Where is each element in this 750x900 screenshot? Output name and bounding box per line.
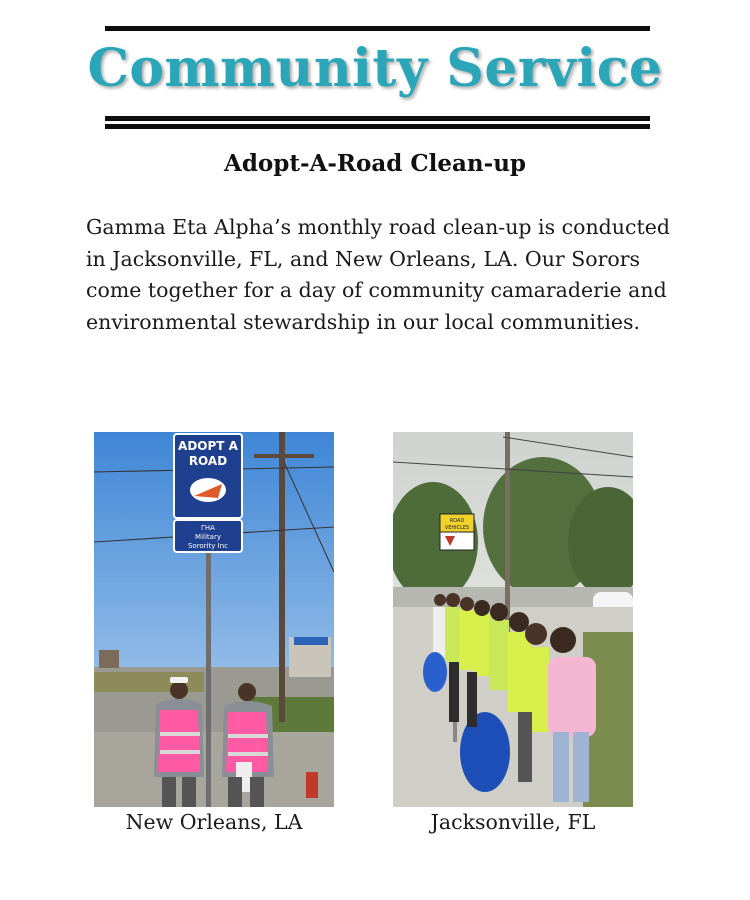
caption-jacksonville: Jacksonville, FL <box>430 810 596 834</box>
plate-line3: Sorority Inc <box>187 542 229 550</box>
page-title: Community Service <box>87 38 663 99</box>
section-subtitle: Adopt-A-Road Clean-up <box>223 150 526 177</box>
new-orleans-photo-graphic <box>94 432 334 807</box>
sign-line1: ADOPT A <box>178 439 238 453</box>
sign-line2: ROAD <box>188 454 228 468</box>
caption-new-orleans: New Orleans, LA <box>125 810 303 834</box>
description-paragraph: Gamma Eta Alpha’s monthly road clean-up is conducted in Jacksonville, FL, and New Orleans, LA. Our Sorors come together for a day of community camaraderie and environmental stewardship in our local communities. <box>86 215 670 334</box>
plate-line2: Military <box>195 533 221 541</box>
jax-sign-line2: VEHICLES <box>444 525 470 531</box>
bottom-rule-1 <box>105 116 650 121</box>
bottom-rule-2 <box>105 124 650 129</box>
jax-sign-line1: ROAD <box>449 518 465 524</box>
top-rule <box>105 26 650 31</box>
jacksonville-photo-graphic <box>393 432 633 807</box>
photo-jacksonville <box>393 432 633 807</box>
photo-new-orleans <box>94 432 334 807</box>
plate-line1: ΓΗA <box>201 524 215 532</box>
